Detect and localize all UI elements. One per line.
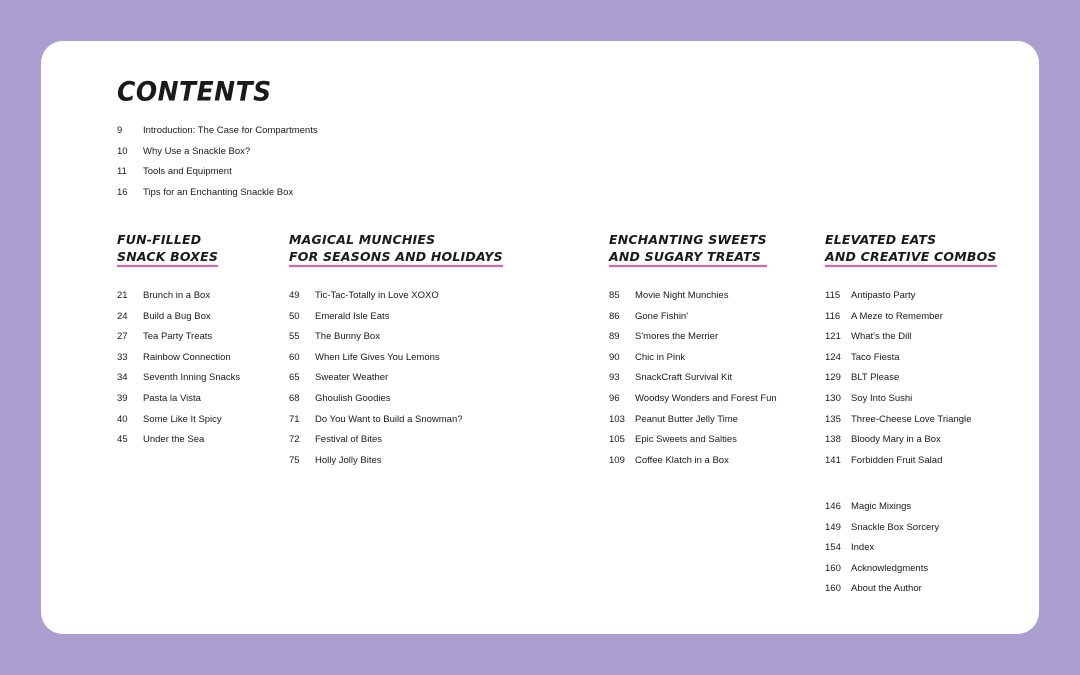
entry-title: Festival of Bites: [315, 434, 383, 446]
entry-title: Holly Jolly Bites: [315, 454, 382, 466]
entry-title: Tips for an Enchanting Snackle Box: [143, 186, 294, 198]
page-number: 50: [289, 310, 300, 322]
page-number: 40: [117, 413, 128, 425]
page-number: 75: [289, 454, 300, 466]
section-heading-line1: MAGICAL MUNCHIES: [289, 232, 436, 247]
section-heading-line1: ENCHANTING SWEETS: [609, 232, 767, 247]
section-heading-line2: AND SUGARY TREATS: [609, 249, 761, 264]
section-heading-line2: FOR SEASONS AND HOLIDAYS: [289, 249, 503, 264]
page-number: 109: [609, 454, 625, 466]
entry-title: Tic-Tac-Totally in Love XOXO: [315, 290, 439, 301]
entry-title: Bloody Mary in a Box: [851, 434, 941, 446]
entry-title: Tea Party Treats: [143, 331, 213, 343]
entry-title: Snackle Box Sorcery: [851, 521, 940, 533]
section-heading: [609, 231, 767, 267]
entry-title: Soy Into Sushi: [851, 393, 913, 404]
entry-title: Magic Mixings: [851, 501, 912, 512]
entry-title: Ghoulish Goodies: [315, 393, 391, 404]
page-number: 39: [117, 393, 128, 404]
page-number: 146: [825, 501, 841, 512]
entry-title: Why Use a Snackle Box?: [143, 145, 251, 157]
page-number: 154: [825, 542, 841, 554]
contents-page: [41, 41, 1039, 634]
page-number: 9: [117, 125, 123, 136]
entry-title: Introduction: The Case for Compartments: [143, 125, 318, 136]
page-number: 55: [289, 331, 300, 343]
entry-title: Brunch in a Box: [143, 290, 211, 301]
entry-title: A Meze to Remember: [851, 310, 943, 322]
entry-title: Seventh Inning Snacks: [143, 372, 241, 384]
page-number: 16: [117, 186, 128, 198]
page-number: 86: [609, 310, 620, 322]
page-number: 90: [609, 351, 620, 363]
page-number: 138: [825, 434, 841, 446]
entry-title: When Life Gives You Lemons: [315, 351, 440, 363]
section-heading-line2: SNACK BOXES: [117, 249, 219, 264]
entry-title: Acknowledgments: [851, 562, 929, 574]
page-number: 85: [609, 290, 620, 301]
page-number: 129: [825, 372, 841, 384]
page-number: 135: [825, 413, 841, 425]
entry-title: Emerald Isle Eats: [315, 310, 390, 322]
page-number: 89: [609, 331, 620, 343]
page-number: 68: [289, 393, 300, 404]
section-heading-line1: FUN-FILLED: [117, 232, 202, 247]
entry-title: Index: [851, 542, 875, 554]
page-number: 60: [289, 351, 300, 363]
page-number: 27: [117, 331, 128, 343]
entry-title: Epic Sweets and Salties: [635, 434, 737, 446]
entry-title: Pasta la Vista: [143, 393, 201, 404]
page-number: 115: [825, 290, 841, 301]
page-number: 45: [117, 434, 128, 446]
entry-title: Forbidden Fruit Salad: [851, 454, 943, 466]
section-heading-line2: AND CREATIVE COMBOS: [825, 249, 997, 264]
section-heading-line1: ELEVATED EATS: [825, 232, 937, 247]
entry-title: The Bunny Box: [315, 331, 380, 343]
entry-title: Antipasto Party: [851, 290, 916, 301]
entry-title: SnackCraft Survival Kit: [635, 372, 733, 384]
entry-title: Some Like It Spicy: [143, 413, 222, 425]
page-number: 116: [825, 310, 841, 322]
page-title: CONTENTS: [117, 76, 272, 107]
page-number: 149: [825, 521, 841, 533]
page-number: 24: [117, 310, 128, 322]
page-number: 96: [609, 393, 620, 404]
page-number: 72: [289, 434, 300, 446]
entry-title: Do You Want to Build a Snowman?: [315, 413, 463, 425]
page-number: 21: [117, 290, 128, 301]
entry-title: BLT Please: [851, 372, 900, 384]
page-number: 65: [289, 372, 300, 384]
entry-title: Movie Night Munchies: [635, 290, 729, 301]
entry-title: Woodsy Wonders and Forest Fun: [635, 393, 777, 404]
entry-title: Build a Bug Box: [143, 310, 211, 322]
page-number: 105: [609, 434, 625, 446]
page-number: 33: [117, 351, 128, 363]
entry-title: Sweater Weather: [315, 372, 389, 384]
section-heading: [289, 231, 503, 267]
entry-title: Chic in Pink: [635, 351, 686, 363]
page-number: 130: [825, 393, 841, 404]
entry-title: Taco Fiesta: [851, 351, 900, 363]
entry-title: Tools and Equipment: [143, 166, 232, 178]
page-number: 160: [825, 562, 841, 574]
entry-title: Rainbow Connection: [143, 351, 231, 363]
entry-title: Gone Fishin': [635, 310, 689, 322]
page-number: 71: [289, 413, 300, 425]
page-number: 49: [289, 290, 300, 301]
page-number: 11: [117, 166, 127, 178]
section-heading: [825, 231, 997, 267]
page-number: 124: [825, 351, 841, 363]
section-heading: [117, 231, 218, 267]
entry-title: S'mores the Merrier: [635, 331, 719, 343]
page-number: 10: [117, 145, 128, 157]
page-number: 93: [609, 372, 620, 384]
page-number: 121: [825, 331, 841, 343]
entry-title: Coffee Klatch in a Box: [635, 454, 729, 466]
page-number: 103: [609, 413, 625, 425]
entry-title: Three-Cheese Love Triangle: [851, 413, 972, 425]
page-number: 34: [117, 372, 128, 384]
entry-title: Under the Sea: [143, 434, 205, 446]
page-number: 160: [825, 583, 841, 595]
entry-title: What's the Dill: [851, 331, 912, 343]
entry-title: Peanut Butter Jelly Time: [635, 413, 738, 425]
entry-title: About the Author: [851, 583, 922, 595]
page-number: 141: [825, 454, 841, 466]
